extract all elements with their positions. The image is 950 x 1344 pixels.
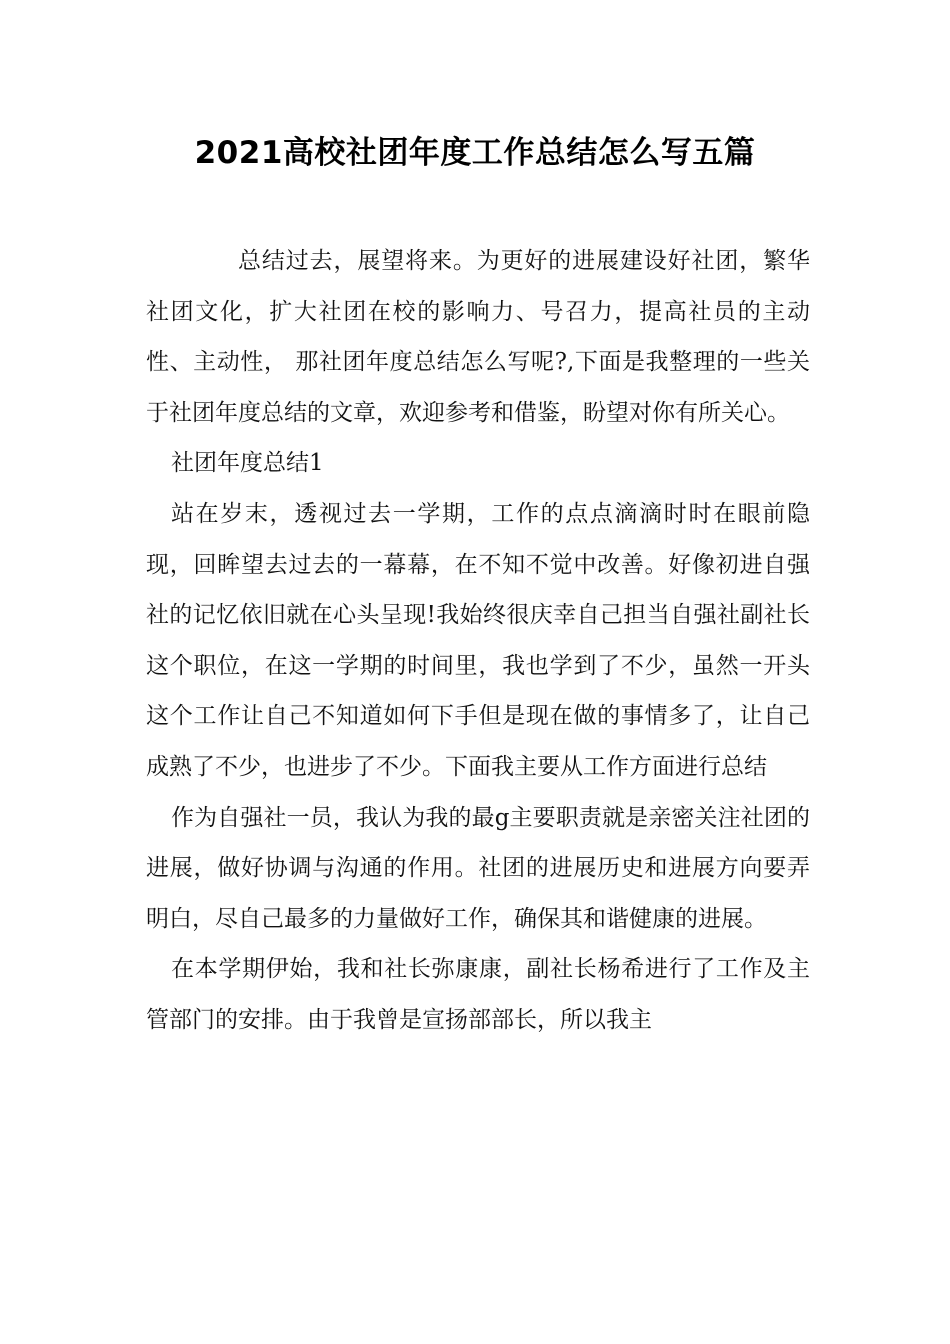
body-paragraph: 在本学期伊始，我和社长弥康康，副社长杨希进行了工作及主管部门的安排。由于我曾是宣扬部部长，所以我主 (146, 956, 810, 1033)
intro-paragraph: 总结过去，展望将来。为更好的进展建设好社团，繁华社团文化，扩大社团在校的影响力、号召力，提高社员的主动性、主动性， 那社团年度总结怎么写呢?,下面是我整理的一些关于社团年度总结的文章，欢迎参考和借鉴，盼望对你有所关心。 (146, 248, 810, 426)
body-paragraph: 站在岁末，透视过去一学期，工作的点点滴滴时时在眼前隐现，回眸望去过去的一幕幕，在不知不觉中改善。好像初进自强社的记忆依旧就在心头呈现!我始终很庆幸自己担当自强社副社长这个职位，在这一学期的时间里，我也学到了不少，虽然一开头这个工作让自己不知道如何下手但是现在做的事情多了，让自己成熟了不少，也进步了不少。下面我主要从工作方面进行总结 (146, 500, 810, 780)
section-heading: 社团年度总结1 (171, 450, 324, 477)
body-paragraph: 作为自强社一员，我认为我的最g主要职责就是亲密关注社团的进展，做好协调与沟通的作用。社团的进展历史和进展方向要弄明白，尽自己最多的力量做好工作，确保其和谐健康的进展。 (146, 804, 810, 932)
document-title: 2021高校社团年度工作总结怎么写五篇 (194, 135, 756, 171)
document-body (146, 236, 810, 1046)
